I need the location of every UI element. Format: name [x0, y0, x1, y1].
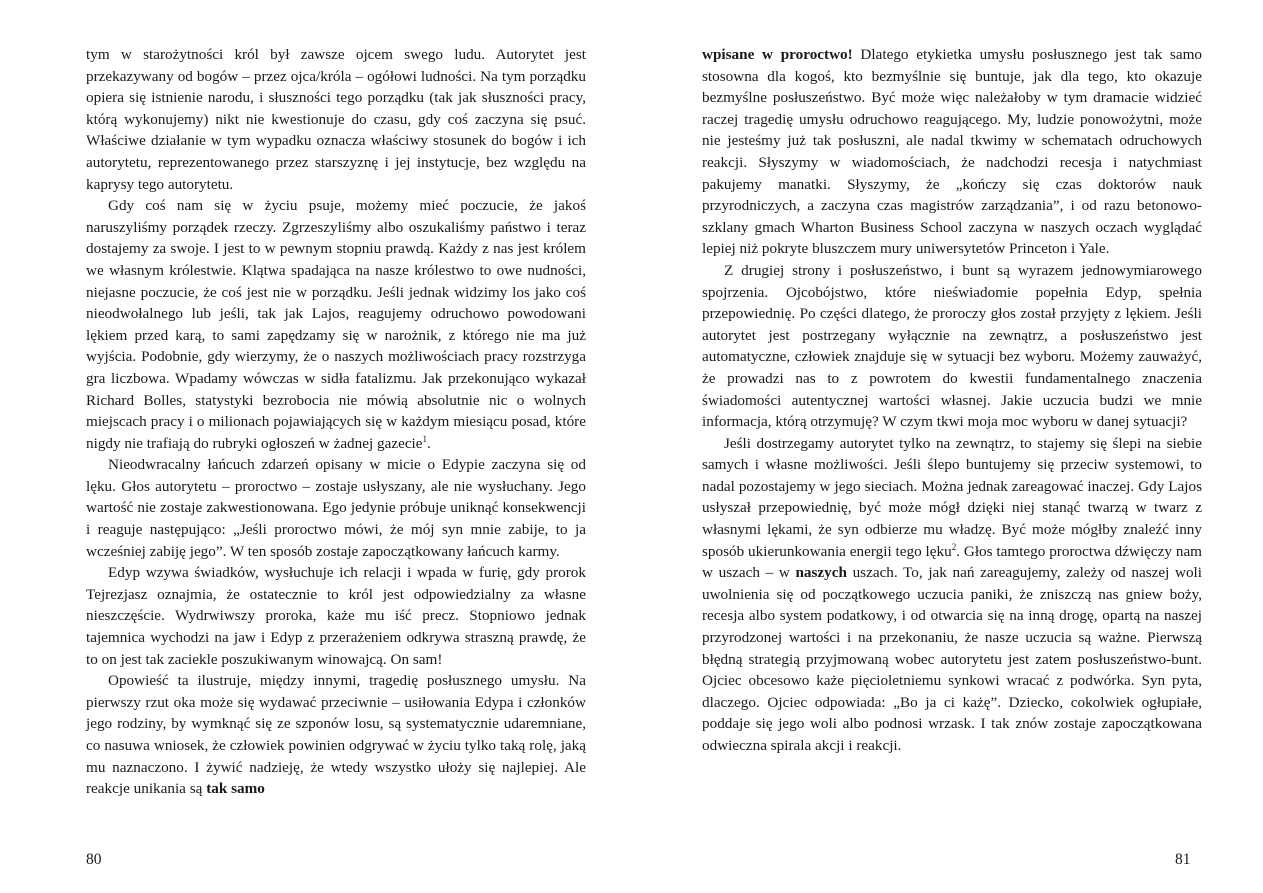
left-p3-text: Nieodwracalny łańcuch zdarzeń opisany w micie o Edypie zaczyna się od lęku. Głos autorytetu – proroctwo – zostaje usłyszany, ale nie wysłuchany. Jego wartość nie zostaje zakwestionowana. Ego jedynie próbuje uniknąć konsekwencji i reaguje następująco: „Jeśli proroctwo mówi, że mój syn mnie zabije, to ja wcześniej zabiję jego”. W ten sposób zostaje zapoczątkowany łańcuch karmy. [86, 456, 586, 560]
right-p1-text: Dlatego etykietka umysłu posłusznego jest tak samo stosowna dla kogoś, kto bezmyślnie się buntuje, jak dla tego, kto okazuje bezmyślne posłuszeństwo. Być może więc należałoby w tym dramacie widzieć raczej tragedię umysłu odruchowo reagującego. My, ludzie ponowożytni, może nie jesteśmy już tak posłuszni, ale nadal tkwimy w schematach odruchowych reakcji. Słyszymy w wiadomościach, że nadchodzi recesja i natychmiast pakujemy manatki. Słyszymy, że „kończy się czas doktorów nauk przyrodniczych, a zaczyna czas magistrów zarządzania”, i od razu betonowo-szklany gmach Wharton Business School zaczyna w naszych oczach wyglądać lepiej niż pokryte bluszczem mury uniwersytetów Princeton i Yale. [702, 46, 1202, 258]
page-number-right: 81 [1175, 851, 1191, 868]
right-paragraph-3 [702, 433, 1202, 757]
left-paragraph-1 [86, 44, 586, 195]
right-paragraph-1 [702, 44, 1202, 260]
left-paragraph-4 [86, 562, 586, 670]
left-p5-text: Opowieść ta ilustruje, między innymi, tragedię posłusznego umysłu. Na pierwszy rzut oka może się wydawać przeciwnie – usiłowania Edypa i członków jego rodziny, by wymknąć się ze szponów losu, są systematycznie udaremniane, co nasuwa wniosek, że człowiek powinien odgrywać w życiu tylko taką rolę, jaką mu naznaczono. I żywić nadzieję, że wtedy wszystko ułoży się najlepiej. Ale reakcje unikania są [86, 672, 586, 798]
footnote-ref-2: 2 [951, 541, 957, 552]
left-p5-bold-tail: tak samo [206, 780, 265, 798]
right-paragraph-2 [702, 260, 1202, 433]
right-p3-text3: uszach. To, jak nań zareagujemy, zależy od naszej woli uwolnienia się od początkowego uczucia paniki, że zniszczą nas gniew boży, recesja albo system podatkowy, i od otwarcia się na inną drogę, opartą na naszej przyrodzonej wartości i na przekonaniu, że nasze uczucia są ważne. Pierwszą błędną strategią przyjmowaną wobec autorytetu jest zatem posłuszeństwo-bunt. Ojciec obcesowo każe pięcioletniemu synkowi wracać z podwórka. Syn pyta, dlaczego. Ojciec odpowiada: „Bo ja ci każę”. Dziecko, cokolwiek ogłupiałe, poddaje się jego woli albo podnosi wrzask. I tak znów zostaje zapoczątkowana odwieczna spirala akcji i reakcji. [702, 564, 1202, 754]
right-p3-text: Jeśli dostrzegamy autorytet tylko na zewnątrz, to stajemy się ślepi na siebie samych i własne możliwości. Jeśli ślepo buntujemy się przeciw systemowi, to nadal pozostajemy w jego sieciach. Można jednak zareagować inaczej. Gdy Lajos usłyszał przepowiednię, być może mógł dzięki niej stanąć twarzą w twarz z własnymi lękami, że syn odbierze mu władzę. Być może mógłby znaleźć inny sposób ukierunkowania energii tego lęku [702, 434, 1202, 560]
left-p4-text: Edyp wzywa świadków, wysłuchuje ich relacji i wpada w furię, gdy prorok Tejrezjasz oznajmia, że ostatecznie to król jest odpowiedzialny za własne nieszczęście. Wydrwiwszy proroka, każe mu iść precz. Stopniowo jednak tajemnica wychodzi na jaw i Edyp z przerażeniem odkrywa straszną prawdę, że to on jest tak zaciekle poszukiwanym winowajcą. On sam! [86, 564, 586, 668]
left-paragraph-5 [86, 670, 586, 800]
right-page [702, 44, 1202, 757]
left-paragraph-3 [86, 454, 586, 562]
right-p3-bold: naszych [795, 564, 847, 582]
left-p2-tail: . [427, 434, 431, 452]
left-page [86, 44, 586, 800]
left-p2-text: Gdy coś nam się w życiu psuje, możemy mieć poczucie, że jakoś naruszyliśmy porządek rzeczy. Zgrzeszyliśmy albo oszukaliśmy państwo i teraz dostajemy za swoje. I jest to w pewnym stopniu prawdą. Każdy z nas jest królem we własnym królestwie. Klątwa spadająca na nasze królestwo to owe nudności, niejasne poczucie, że coś jest nie w porządku. Jeśli jednak widzimy los jako coś nieodwołalnego lub jeśli, tak jak Lajos, reagujemy odruchowo powodowani lękiem przed karą, to sami zapędzamy się w narożnik, z którego nie ma już wyjścia. Podobnie, gdy wierzymy, że o naszych możliwościach pracy rozstrzyga gra liczbowa. Wpadamy wówczas w sidła fatalizmu. Jak przekonująco wykazał Richard Bolles, statystyki bezrobocia nie mówią absolutnie nic o wolnych miejscach pracy i o milionach pojawiających się w każdym miesiącu posad, które nigdy nie trafiają do rubryki ogłoszeń w żadnej gazecie [86, 197, 586, 452]
page-number-left: 80 [86, 851, 102, 868]
right-p1-bold-lead: wpisane w proroctwo! [702, 46, 853, 63]
left-p1-text: tym w starożytności król był zawsze ojcem swego ludu. Autorytet jest przekazywany od bogów – przez ojca/króla – ogółowi ludności. Na tym porządku opiera się istnienie narodu, i słuszności tego porządku (tak jak słuszności pracy, którą wykonujemy) nikt nie kwestionuje do czasu, gdy coś zaczyna się psuć. Właściwe działanie w tym wypadku oznacza właściwy stosunek do bogów i ich autorytetu, reprezentowanego przez starszyznę i jej instytucje, bez względu na kaprysy tego autorytetu. [86, 46, 586, 193]
right-p2-text: Z drugiej strony i posłuszeństwo, i bunt są wyrazem jednowymiarowego spojrzenia. Ojcobójstwo, które nieświadomie popełnia Edyp, spełnia przepowiednię. Po części dlatego, że proroczy głos został przyjęty z lękiem. Jeśli autorytet jest postrzegany wyłącznie na zewnątrz, a posłuszeństwo jest automatyczne, człowiek znajduje się w sytuacji bez wyboru. Możemy zauważyć, że prowadzi nas to z powrotem do kwestii fundamentalnego znaczenia świadomości autentycznej wartości własnej. Jakie uczucia budzi we mnie informacja, którą otrzymuję? W czym tkwi moja moc wyboru w danej sytuacji? [702, 261, 1202, 431]
right-p3-text2: . Głos tamtego proroctwa dźwięczy nam w uszach – w [702, 542, 1202, 582]
left-paragraph-2 [86, 195, 586, 454]
footnote-ref-1: 1 [422, 433, 428, 444]
